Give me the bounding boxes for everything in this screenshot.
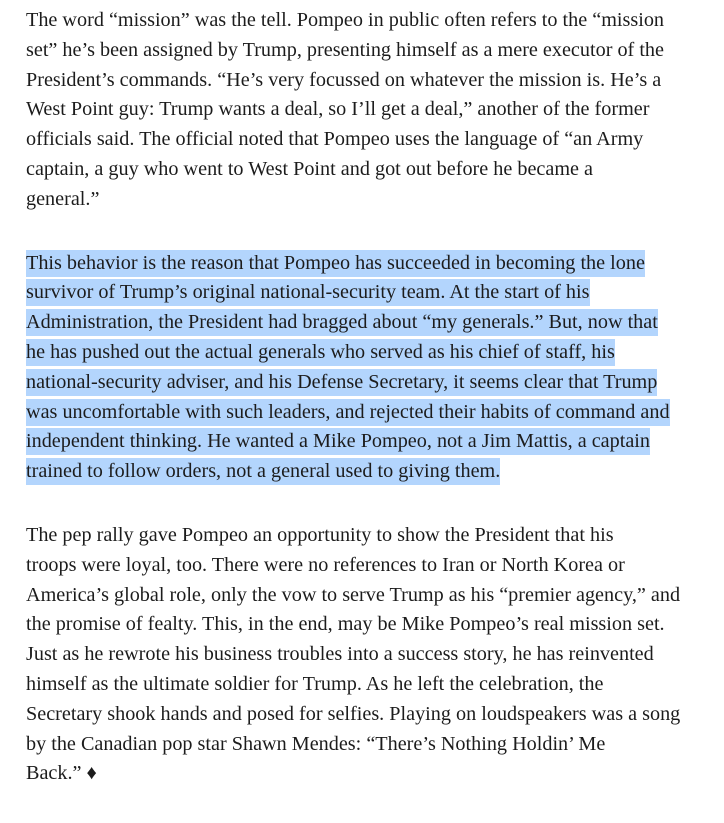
selected-text-line[interactable]: This behavior is the reason that Pompeo has succeeded in becoming the lone [26, 249, 716, 279]
text-line: President’s commands. “He’s very focussed on whatever the mission is. He’s a [26, 68, 662, 91]
text-line: general.” [26, 187, 100, 210]
text-line: West Point guy: Trump wants a deal, so I’ll get a deal,” another of the former [26, 98, 650, 121]
text-line: The pep rally gave Pompeo an opportunity to show the President that his [26, 523, 614, 546]
paragraph-pep-rally [26, 521, 716, 789]
article-body [26, 6, 716, 823]
selected-text-line[interactable]: independent thinking. He wanted a Mike Pompeo, not a Jim Mattis, a captain [26, 427, 716, 457]
selected-text-line[interactable]: was uncomfortable with such leaders, and rejected their habits of command and [26, 398, 716, 428]
text-line: troops were loyal, too. There were no references to Iran or North Korea or [26, 553, 625, 576]
paragraph-highlighted-selection[interactable] [26, 249, 716, 487]
selected-text-line[interactable]: he has pushed out the actual generals who served as his chief of staff, his [26, 338, 716, 368]
text-line: Just as he rewrote his business troubles into a success story, he has reinvented [26, 643, 654, 666]
text-line: officials said. The official noted that Pompeo uses the language of “an Army [26, 128, 644, 151]
text-line: the promise of fealty. This, in the end, may be Mike Pompeo’s real mission set. [26, 613, 665, 636]
text-line: The word “mission” was the tell. Pompeo in public often refers to the “mission [26, 9, 665, 31]
text-line: set” he’s been assigned by Trump, presenting himself as a mere executor of the [26, 38, 664, 61]
paragraph-mission [26, 6, 716, 215]
text-line: Secretary shook hands and posed for selfies. Playing on loudspeakers was a song [26, 702, 681, 725]
text-line: himself as the ultimate soldier for Trump. As he left the celebration, the [26, 672, 604, 695]
selected-text-line[interactable]: survivor of Trump’s original national-security team. At the start of his [26, 278, 716, 308]
text-line: by the Canadian pop star Shawn Mendes: “There’s Nothing Holdin’ Me [26, 732, 606, 755]
text-line: Back.” ♦ [26, 762, 97, 785]
selected-text-line[interactable]: national-security adviser, and his Defense Secretary, it seems clear that Trump [26, 368, 716, 398]
selected-text-line[interactable]: trained to follow orders, not a general used to giving them. [26, 457, 716, 487]
text-line: America’s global role, only the vow to serve Trump as his “premier agency,” and [26, 583, 681, 606]
selected-text-line[interactable]: Administration, the President had bragged about “my generals.” But, now that [26, 308, 716, 338]
text-line: captain, a guy who went to West Point and got out before he became a [26, 157, 594, 180]
